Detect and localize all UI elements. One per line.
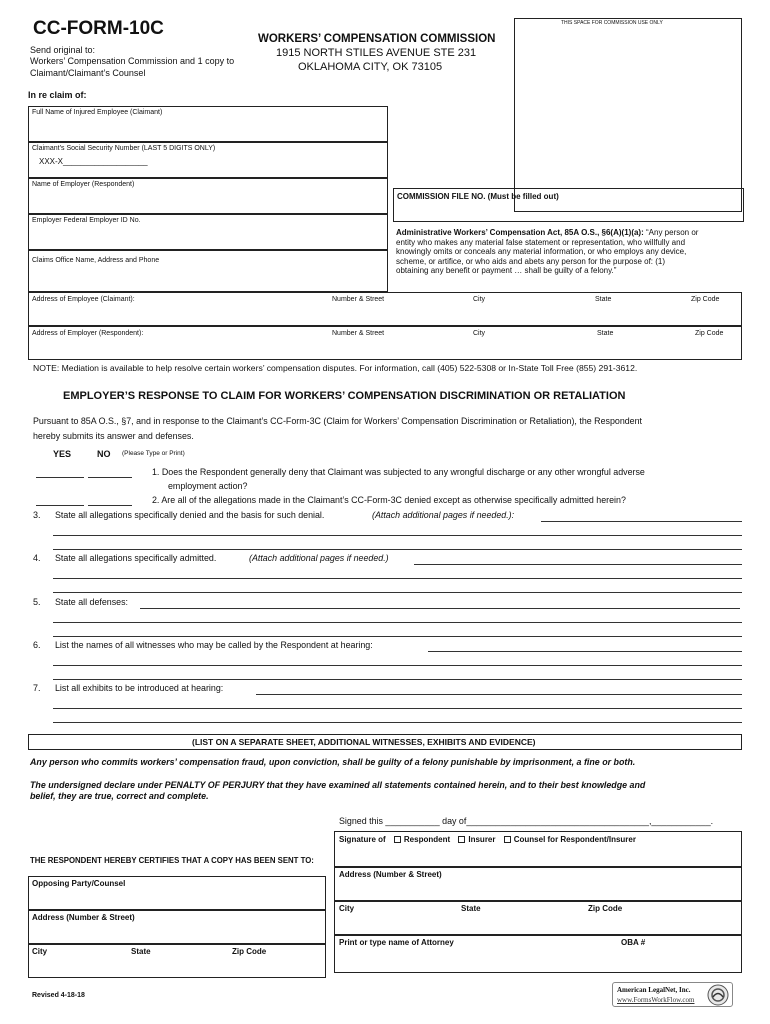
send-line-2: Claimant/Claimant’s Counsel	[30, 68, 146, 78]
signer-address-label: Address (Number & Street)	[339, 870, 442, 879]
q2-yes-blank[interactable]	[36, 505, 84, 506]
q3-answer-line-3[interactable]	[53, 549, 742, 550]
employer-state-label: State	[597, 330, 614, 337]
q7-answer-line-1[interactable]	[256, 694, 742, 695]
q5-answer-line-2[interactable]	[53, 622, 742, 623]
q6-answer-line-1[interactable]	[428, 651, 742, 652]
signature-options	[339, 835, 636, 844]
publisher-url[interactable]: www.FormsWorkFlow.com	[617, 996, 695, 1004]
statute-text	[396, 228, 742, 276]
q1-yes-blank[interactable]	[36, 477, 84, 478]
signer-zip-label: Zip Code	[588, 904, 623, 913]
fein-label: Employer Federal Employer ID No.	[32, 217, 141, 224]
opposing-city-state-zip-field[interactable]	[28, 944, 326, 978]
q1-text-2: employment action?	[168, 481, 248, 491]
q5-text: State all defenses:	[55, 597, 129, 607]
q3-answer-line-1[interactable]	[541, 521, 742, 522]
attorney-label: Print or type name of Attorney	[339, 938, 454, 947]
q5-number: 5.	[33, 597, 41, 607]
oba-label: OBA #	[621, 938, 646, 947]
send-line-1: Workers’ Compensation Commission and 1 copy to	[30, 56, 235, 66]
q6-answer-line-3[interactable]	[53, 679, 742, 680]
separate-sheet-banner	[28, 734, 742, 750]
signer-state-label: State	[461, 904, 481, 913]
form-title: EMPLOYER’S RESPONSE TO CLAIM FOR WORKERS’ COMPENSATION DISCRIMINATION OR RETALIATION	[63, 390, 626, 402]
q3-note: (Attach additional pages if needed.):	[372, 510, 515, 520]
employer-address-field[interactable]	[28, 326, 742, 360]
yes-header: YES	[53, 449, 72, 459]
certify-heading: THE RESPONDENT HEREBY CERTIFIES THAT A COPY HAS BEEN SENT TO:	[30, 856, 314, 865]
opposing-zip-label: Zip Code	[232, 947, 267, 956]
type-print-note: (Please Type or Print)	[122, 450, 185, 457]
publisher-name: American LegalNet, Inc.	[617, 986, 691, 994]
q6-text: List the names of all witnesses who may be called by the Respondent at hearing:	[55, 640, 373, 650]
commission-file-no-label: COMMISSION FILE NO. (Must be filled out)	[397, 192, 559, 201]
opposing-party-label: Opposing Party/Counsel	[32, 879, 126, 888]
agency-name: WORKERS’ COMPENSATION COMMISSION	[258, 33, 496, 45]
signed-date-line[interactable]: Signed this ___________ day of_____________________________________,____________.	[339, 816, 714, 826]
statute-line-3: knowingly omits or conceals any material information, or who employs any device,	[396, 247, 687, 256]
claimant-name-label: Full Name of Injured Employee (Claimant)	[32, 109, 163, 116]
ssn-label: Claimant’s Social Security Number (LAST 5 DIGITS ONLY)	[32, 145, 216, 152]
employee-city-label: City	[473, 296, 486, 303]
statute-title: Administrative Workers’ Compensation Act, 85A O.S., §6(A)(1)(a):	[396, 228, 644, 237]
form-id: CC-FORM-10C	[33, 18, 164, 39]
q2-no-blank[interactable]	[88, 505, 132, 506]
commission-file-no-field[interactable]	[393, 188, 744, 222]
q7-number: 7.	[33, 683, 41, 693]
signer-address-field[interactable]	[334, 867, 742, 901]
intro-line-1: Pursuant to 85A O.S., §7, and in response to the Claimant’s CC-Form-3C (Claim for Workers’ Compensation Discrimination or Retaliation), the Respondent	[33, 416, 643, 426]
q7-answer-line-2[interactable]	[53, 708, 742, 709]
agency-address-1: 1915 NORTH STILES AVENUE STE 231	[276, 47, 477, 59]
employer-zip-label: Zip Code	[695, 330, 724, 337]
counsel-option-label: Counsel for Respondent/Insurer	[513, 835, 636, 844]
claims-office-label: Claims Office Name, Address and Phone	[32, 257, 160, 264]
no-header: NO	[97, 449, 111, 459]
employer-name-label: Name of Employer (Respondent)	[32, 181, 135, 188]
commission-use-box	[514, 18, 742, 212]
intro-line-2: hereby submits its answer and defenses.	[33, 431, 194, 441]
q3-answer-line-2[interactable]	[53, 535, 742, 536]
employee-number-street-label: Number & Street	[332, 296, 385, 303]
separate-sheet-text: (LIST ON A SEPARATE SHEET, ADDITIONAL WITNESSES, EXHIBITS AND EVIDENCE)	[192, 737, 536, 747]
insurer-option-label: Insurer	[468, 835, 496, 844]
q3-number: 3.	[33, 510, 41, 520]
q6-answer-line-2[interactable]	[53, 665, 742, 666]
q4-answer-line-3[interactable]	[53, 592, 742, 593]
opposing-address-field[interactable]	[28, 910, 326, 944]
q1-text-1: 1. Does the Respondent generally deny that Claimant was subjected to any wrongful discharge or any other wrongful adverse	[152, 467, 645, 477]
fein-field[interactable]	[28, 214, 388, 250]
employee-address-label: Address of Employee (Claimant):	[32, 296, 135, 303]
q7-answer-line-3[interactable]	[53, 722, 742, 723]
q7-text: List all exhibits to be introduced at hearing:	[55, 683, 224, 693]
q4-number: 4.	[33, 553, 41, 563]
opposing-state-label: State	[131, 947, 151, 956]
q5-answer-line-1[interactable]	[140, 608, 740, 609]
perjury-line-2: belief, they are true, correct and complete.	[30, 791, 209, 801]
signature-field[interactable]	[334, 831, 742, 867]
fraud-warning: Any person who commits workers’ compensation fraud, upon conviction, shall be guilty of a felony punishable by imprisonment, a fine or both.	[30, 757, 636, 767]
employee-zip-label: Zip Code	[691, 296, 720, 303]
agency-address-2: OKLAHOMA CITY, OK 73105	[298, 61, 443, 73]
send-intro: Send original to:	[30, 45, 96, 55]
respondent-option-label: Respondent	[403, 835, 451, 844]
ssn-value: XXX-X___________________	[39, 157, 148, 166]
signature-label: Signature of	[339, 835, 386, 844]
q4-answer-line-1[interactable]	[414, 564, 742, 565]
publisher-logo-icon	[707, 984, 729, 1006]
q3-text: State all allegations specifically denied and the basis for such denial.	[55, 510, 325, 520]
q4-note: (Attach additional pages if needed.)	[249, 553, 389, 563]
attorney-field[interactable]	[334, 935, 742, 973]
statute-line-1: “Any person or	[646, 228, 699, 237]
counsel-checkbox[interactable]	[504, 836, 511, 843]
employer-number-street-label: Number & Street	[332, 330, 385, 337]
respondent-checkbox[interactable]	[394, 836, 401, 843]
perjury-line-1: The undersigned declare under PENALTY OF PERJURY that they have examined all statements contained herein, and to their best knowledge and	[30, 780, 646, 790]
q1-no-blank[interactable]	[88, 477, 132, 478]
employee-address-field[interactable]	[28, 292, 742, 326]
revised-date: Revised 4-18-18	[32, 992, 85, 999]
insurer-checkbox[interactable]	[458, 836, 465, 843]
opposing-address-label: Address (Number & Street)	[32, 913, 135, 922]
employer-name-field[interactable]	[28, 178, 388, 214]
commission-use-label: THIS SPACE FOR COMMISSION USE ONLY	[561, 20, 663, 26]
claimant-name-field[interactable]	[28, 106, 388, 142]
opposing-city-label: City	[32, 947, 48, 956]
in-re-label: In re claim of:	[28, 90, 87, 100]
q4-answer-line-2[interactable]	[53, 578, 742, 579]
claims-office-field[interactable]	[28, 250, 388, 292]
employer-city-label: City	[473, 330, 486, 337]
signer-city-label: City	[339, 904, 355, 913]
mediation-note: NOTE: Mediation is available to help resolve certain workers’ compensation disputes. For information, call (405) 522-5308 or In-State Toll Free (855) 291-3612.	[33, 363, 638, 373]
statute-line-2: entity who makes any material false statement or representation, who willfully and	[396, 237, 686, 247]
publisher-badge	[612, 982, 733, 1007]
employee-state-label: State	[595, 296, 612, 303]
opposing-party-field[interactable]	[28, 876, 326, 910]
employer-address-label: Address of Employer (Respondent):	[32, 330, 144, 337]
ssn-field[interactable]	[28, 142, 388, 178]
q5-answer-line-3[interactable]	[53, 636, 742, 637]
signer-city-state-zip-field[interactable]	[334, 901, 742, 935]
q2-text: 2. Are all of the allegations made in the Claimant’s CC-Form-3C denied except as otherwise specifically admitted herein?	[152, 495, 626, 505]
q6-number: 6.	[33, 640, 41, 650]
statute-line-5: obtaining any benefit or payment … shall be guilty of a felony.”	[396, 266, 617, 275]
q4-text: State all allegations specifically admitted.	[55, 553, 217, 563]
statute-line-4: scheme, or artifice, or who aids and abets any person for the purpose of: (1)	[396, 256, 666, 266]
